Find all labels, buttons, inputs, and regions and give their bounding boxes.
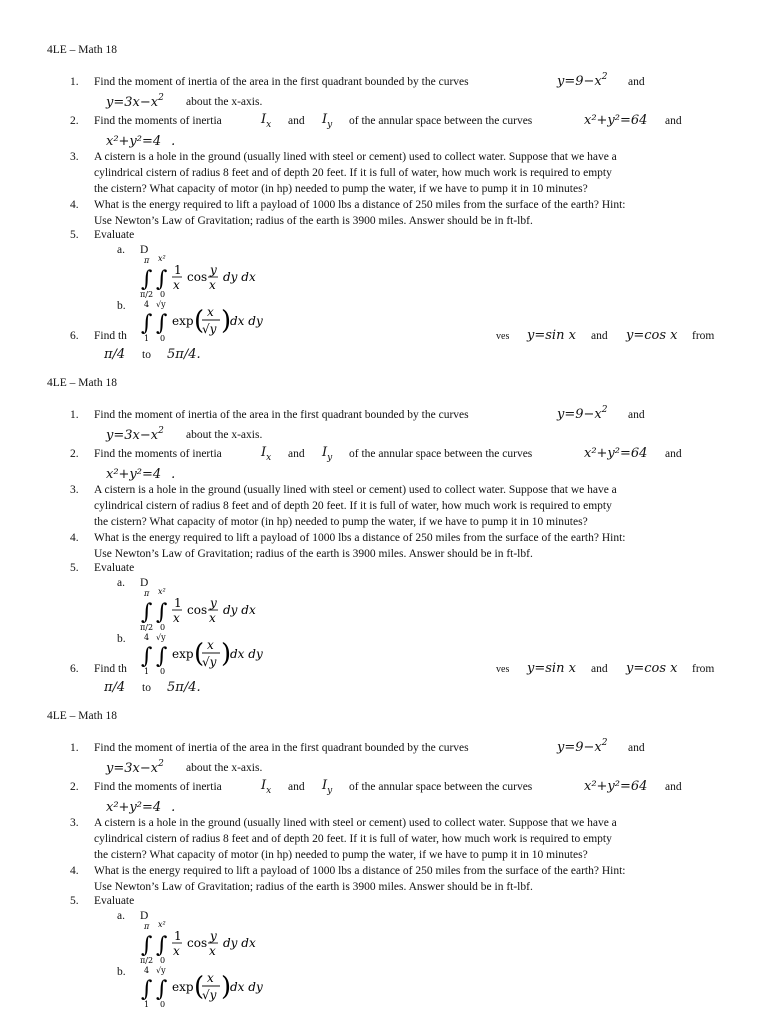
fraction-denominator: x (173, 944, 180, 958)
problem-4-number: 4. (70, 199, 79, 211)
problem-1-number: 1. (70, 409, 79, 421)
problem-6-to: to (142, 349, 151, 361)
problem-1-tail: about the x-axis. (186, 762, 263, 774)
problem-1-number: 1. (70, 742, 79, 754)
problem-2-and: and (288, 115, 305, 127)
problem-6-number: 6. (70, 330, 79, 342)
fraction-denominator: x (209, 944, 216, 958)
problem-5-number: 5. (70, 895, 79, 907)
integral-sign: ∫ (156, 933, 168, 958)
fraction-numerator: 1 (174, 596, 182, 610)
problem-2-text: Find the moments of inertia (94, 115, 222, 127)
problem-2-iy: $I_y$ (322, 445, 333, 463)
integral-a (136, 587, 276, 633)
fraction-numerator: y (210, 263, 217, 277)
problem-6-start: Find th (94, 663, 127, 675)
problem-1-number: 1. (70, 76, 79, 88)
fraction-denominator: x (173, 611, 180, 625)
problem-2-iy: $I_y$ (322, 778, 333, 796)
worksheet-heading: 4LE – Math 18 (47, 377, 117, 389)
problem-2-number: 2. (70, 781, 79, 793)
fraction-numerator: y (210, 596, 217, 610)
problem-2-mid: of the annular space between the curves (349, 781, 533, 793)
cos-function: cos (187, 603, 208, 617)
problem-6-equation-1: y=sin x (527, 328, 576, 343)
differentials: dx dy (230, 314, 263, 328)
problem-6-from: from (692, 330, 715, 342)
problem-4-line-1: What is the energy required to lift a payload of 1000 lbs a distance of 250 miles from the surface of the earth? Hint: (94, 199, 626, 211)
problem-2-iy: $I_y$ (322, 112, 333, 130)
problem-6-and: and (591, 663, 608, 675)
problem-5-label: Evaluate (94, 562, 135, 574)
upper-limit-outer: π (144, 922, 150, 931)
problem-2-mid: of the annular space between the curves (349, 115, 533, 127)
lower-limit-outer: π/2 (140, 623, 154, 632)
upper-limit-inner: x² (158, 587, 166, 596)
problem-6-lower-limit: π/4 (104, 680, 126, 695)
problem-3-line-2: cylindrical cistern of radius 8 feet and of depth 20 feet. If it is full of water, how much work is required to empty (94, 833, 612, 845)
lower-limit-inner: 0 (160, 290, 166, 299)
problem-3-number: 3. (70, 817, 79, 829)
problem-5a-letter: D (140, 577, 149, 589)
problem-1-equation-1: $y=9-x^2$ (557, 405, 608, 422)
problem-1-and: and (628, 742, 645, 754)
worksheet-copy-3 (0, 666, 768, 1024)
problem-5b-label: b. (117, 633, 126, 645)
differentials: dy dx (223, 603, 256, 617)
problem-2-equation-1: x²+y²=64 (584, 113, 648, 128)
upper-limit-inner: √y (156, 300, 166, 309)
problem-2-ix: $I_x$ (261, 778, 272, 796)
problem-1-and: and (628, 409, 645, 421)
problem-2-mid: of the annular space between the curves (349, 448, 533, 460)
problem-2-and-2: and (665, 448, 682, 460)
left-paren: ( (194, 972, 205, 1002)
problem-6-lower-limit: π/4 (104, 347, 126, 362)
fraction-numerator: x (207, 971, 214, 985)
exp-function: exp (172, 980, 194, 994)
integral-sign: ∫ (141, 933, 153, 958)
problem-2-text: Find the moments of inertia (94, 448, 222, 460)
problem-1-text: Find the moment of inertia of the area in the first quadrant bounded by the curves (94, 742, 469, 754)
upper-limit-inner: x² (158, 254, 166, 263)
problem-1-tail: about the x-axis. (186, 96, 263, 108)
integral-sign: ∫ (141, 600, 153, 625)
problem-4-line-2: Use Newton’s Law of Gravitation; radius of the earth is 3900 miles. Answer should be in ft-lbf. (94, 548, 533, 560)
problem-1-and: and (628, 76, 645, 88)
fraction-denominator: x (209, 611, 216, 625)
problem-1-text: Find the moment of inertia of the area in the first quadrant bounded by the curves (94, 76, 469, 88)
lower-limit-outer: 1 (144, 1000, 150, 1009)
lower-limit-outer: 1 (144, 667, 150, 676)
problem-2-and-2: and (665, 781, 682, 793)
problem-6-equation-2: y=cos x (626, 661, 678, 676)
integral-b (136, 964, 276, 1010)
lower-limit-inner: 0 (160, 334, 166, 343)
upper-limit-outer: π (144, 589, 150, 598)
problem-1-equation-2: $y=3x-x^2$ (106, 426, 164, 443)
problem-2-and-2: and (665, 115, 682, 127)
problem-5a-label: a. (117, 577, 125, 589)
problem-2-equation-2: x²+y²=4 . (106, 134, 176, 149)
problem-6-start: Find th (94, 330, 127, 342)
fraction-numerator: 1 (174, 929, 182, 943)
problem-6-equation-2: y=cos x (626, 328, 678, 343)
worksheet-heading: 4LE – Math 18 (47, 710, 117, 722)
integral-sign: ∫ (141, 311, 153, 336)
cos-function: cos (187, 270, 208, 284)
problem-5a-letter: D (140, 244, 149, 256)
problem-5-label: Evaluate (94, 229, 135, 241)
problem-2-ix: $I_x$ (261, 445, 272, 463)
problem-6-fragment: ves (496, 331, 510, 342)
fraction-numerator: x (207, 305, 214, 319)
problem-2-equation-1: x²+y²=64 (584, 779, 648, 794)
lower-limit-inner: 0 (160, 1000, 166, 1009)
problem-3-number: 3. (70, 484, 79, 496)
exp-function: exp (172, 647, 194, 661)
problem-1-tail: about the x-axis. (186, 429, 263, 441)
problem-2-and: and (288, 781, 305, 793)
problem-2-equation-1: x²+y²=64 (584, 446, 648, 461)
problem-6-from: from (692, 663, 715, 675)
problem-1-text: Find the moment of inertia of the area in the first quadrant bounded by the curves (94, 409, 469, 421)
upper-limit-inner: x² (158, 920, 166, 929)
problem-5a-label: a. (117, 910, 125, 922)
problem-3-line-3: the cistern? What capacity of motor (in hp) needed to pump the water, if we have to pump it in 10 minutes? (94, 849, 588, 861)
problem-5b-label: b. (117, 300, 126, 312)
problem-1-equation-2: $y=3x-x^2$ (106, 93, 164, 110)
fraction-numerator: y (210, 929, 217, 943)
problem-6-upper-limit: 5π/4. (167, 347, 201, 362)
problem-2-equation-2: x²+y²=4 . (106, 467, 176, 482)
upper-limit-inner: √y (156, 966, 166, 975)
upper-limit-outer: 4 (144, 633, 150, 642)
left-paren: ( (194, 639, 205, 669)
worksheet-heading: 4LE – Math 18 (47, 44, 117, 56)
differentials: dx dy (230, 980, 263, 994)
problem-3-line-1: A cistern is a hole in the ground (usually lined with steel or cement) used to collect water. Suppose that we have a (94, 484, 617, 496)
problem-4-number: 4. (70, 865, 79, 877)
upper-limit-outer: π (144, 256, 150, 265)
integral-sign: ∫ (141, 267, 153, 292)
upper-limit-outer: 4 (144, 300, 150, 309)
problem-2-number: 2. (70, 115, 79, 127)
problem-2-number: 2. (70, 448, 79, 460)
problem-4-line-2: Use Newton’s Law of Gravitation; radius of the earth is 3900 miles. Answer should be in ft-lbf. (94, 881, 533, 893)
integral-a (136, 920, 276, 966)
problem-3-line-1: A cistern is a hole in the ground (usually lined with steel or cement) used to collect water. Suppose that we have a (94, 817, 617, 829)
worksheet-copy-1 (0, 0, 768, 362)
problem-5a-label: a. (117, 244, 125, 256)
problem-1-equation-2: $y=3x-x^2$ (106, 759, 164, 776)
problem-3-number: 3. (70, 151, 79, 163)
problem-1-equation-1: $y=9-x^2$ (557, 738, 608, 755)
problem-6-fragment: ves (496, 664, 510, 675)
problem-4-line-2: Use Newton’s Law of Gravitation; radius of the earth is 3900 miles. Answer should be in ft-lbf. (94, 215, 533, 227)
integral-sign: ∫ (156, 644, 168, 669)
problem-5-label: Evaluate (94, 895, 135, 907)
fraction-numerator: x (207, 638, 214, 652)
differentials: dy dx (223, 270, 256, 284)
left-paren: ( (194, 306, 205, 336)
fraction-numerator: 1 (174, 263, 182, 277)
worksheet-copy-2 (0, 333, 768, 695)
problem-1-equation-1: $y=9-x^2$ (557, 72, 608, 89)
exp-function: exp (172, 314, 194, 328)
upper-limit-inner: √y (156, 633, 166, 642)
problem-5a-letter: D (140, 910, 149, 922)
integral-sign: ∫ (156, 311, 168, 336)
right-paren: ) (221, 306, 232, 336)
integral-sign: ∫ (156, 267, 168, 292)
problem-6-to: to (142, 682, 151, 694)
lower-limit-inner: 0 (160, 623, 166, 632)
upper-limit-outer: 4 (144, 966, 150, 975)
integral-sign: ∫ (156, 977, 168, 1002)
lower-limit-inner: 0 (160, 956, 166, 965)
problem-6-and: and (591, 330, 608, 342)
problem-2-equation-2: x²+y²=4 . (106, 800, 176, 815)
problem-2-and: and (288, 448, 305, 460)
cos-function: cos (187, 936, 208, 950)
integral-sign: ∫ (141, 644, 153, 669)
problem-4-number: 4. (70, 532, 79, 544)
problem-5-number: 5. (70, 229, 79, 241)
right-paren: ) (221, 639, 232, 669)
problem-2-ix: $I_x$ (261, 112, 272, 130)
fraction-denominator: √y (202, 988, 217, 1002)
problem-6-upper-limit: 5π/4. (167, 680, 201, 695)
fraction-denominator: √y (202, 655, 217, 669)
integral-a (136, 254, 276, 300)
problem-3-line-1: A cistern is a hole in the ground (usually lined with steel or cement) used to collect water. Suppose that we have a (94, 151, 617, 163)
problem-5-number: 5. (70, 562, 79, 574)
problem-3-line-3: the cistern? What capacity of motor (in hp) needed to pump the water, if we have to pump it in 10 minutes? (94, 516, 588, 528)
problem-6-number: 6. (70, 663, 79, 675)
differentials: dx dy (230, 647, 263, 661)
integral-sign: ∫ (156, 600, 168, 625)
fraction-denominator: √y (202, 322, 217, 336)
problem-3-line-2: cylindrical cistern of radius 8 feet and of depth 20 feet. If it is full of water, how much work is required to empty (94, 500, 612, 512)
fraction-denominator: x (173, 278, 180, 292)
lower-limit-outer: π/2 (140, 956, 154, 965)
problem-4-line-1: What is the energy required to lift a payload of 1000 lbs a distance of 250 miles from the surface of the earth? Hint: (94, 865, 626, 877)
problem-3-line-2: cylindrical cistern of radius 8 feet and of depth 20 feet. If it is full of water, how much work is required to empty (94, 167, 612, 179)
right-paren: ) (221, 972, 232, 1002)
problem-5b-label: b. (117, 966, 126, 978)
problem-6-equation-1: y=sin x (527, 661, 576, 676)
problem-3-line-3: the cistern? What capacity of motor (in hp) needed to pump the water, if we have to pump it in 10 minutes? (94, 183, 588, 195)
problem-2-text: Find the moments of inertia (94, 781, 222, 793)
lower-limit-outer: 1 (144, 334, 150, 343)
lower-limit-outer: π/2 (140, 290, 154, 299)
fraction-denominator: x (209, 278, 216, 292)
integral-sign: ∫ (141, 977, 153, 1002)
problem-4-line-1: What is the energy required to lift a payload of 1000 lbs a distance of 250 miles from the surface of the earth? Hint: (94, 532, 626, 544)
lower-limit-inner: 0 (160, 667, 166, 676)
differentials: dy dx (223, 936, 256, 950)
